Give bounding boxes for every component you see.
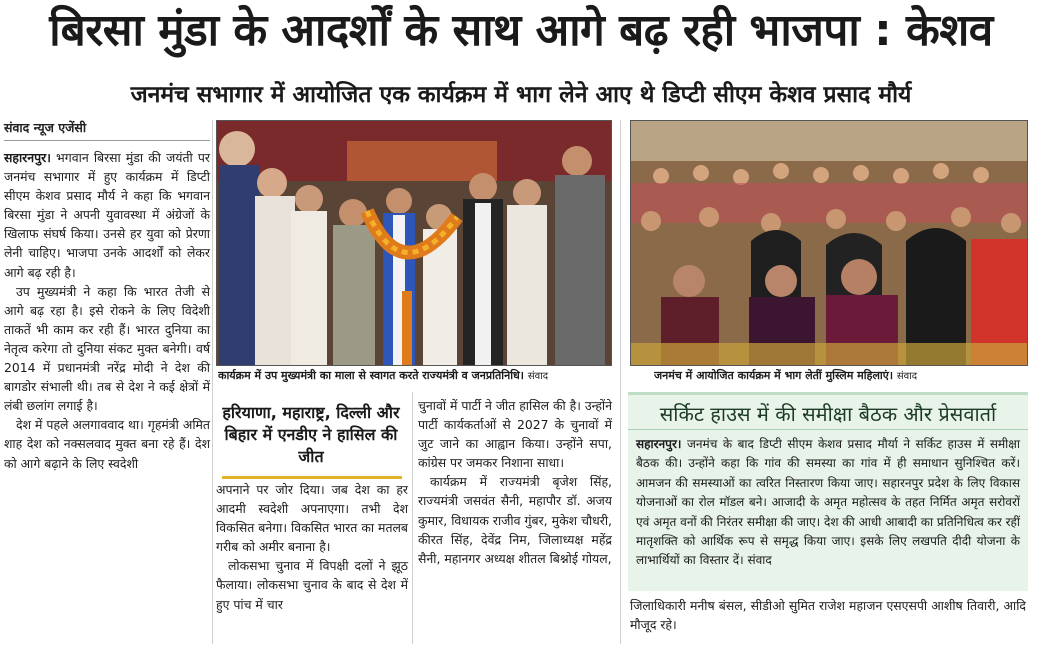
- photo-audience-caption: जनमंच में आयोजित कार्यक्रम में भाग लेतीं मुस्लिम महिलाएं। संवाद: [654, 369, 918, 382]
- paragraph: जिलाधिकारी मनीष बंसल, सीडीओ सुमित राजेश महाजन एसएसपी आशीष तिवारी, आदि मौजूद रहे।: [630, 598, 1026, 633]
- paragraph: उप मुख्यमंत्री ने कहा कि भारत तेजी से आगे बढ़ रहा है। इसे रोकने के लिए विदेशी ताकतें भी काम कर रही हैं। भारत दुनिया का नेतृत्व करेगा तो दुनिया संकट मुक्त बनेगी। वर्ष 2014 में प्रधानमंत्री नरेंद्र मोदी ने देश की बागडोर संभाली थी। तब से देश ने कई क्षेत्रों में लंबी छलांग लगाई है।: [4, 283, 210, 414]
- photo-garland-welcome-image: [217, 121, 611, 365]
- sidebox-body: सहारनपुर। जनमंच के बाद डिप्टी सीएम केशव प्रसाद मौर्या ने सर्किट हाउस में समीक्षा बैठक की। उन्होंने कहा कि गांव की समस्या का गांव में ही समाधान सुनिश्चित करें। आमजन की समस्याओं का त्वरित निस्तारण किया जाए। सहारनपुर प्रदेश के लिए विकास योजनाओं का रोल मॉडल बने। आजादी के अमृत महोत्सव के तहत निर्मित अमृत सरोवरों एवं अमृत वनों की निरंतर समीक्षा की जाए। देश की आधी आबादी का प्रतिनिधित्व कर रहीं मातृशक्ति को आर्थिक रूप से समृद्ध किया जाए। इसके लिए लखपति दीदी योजना के लाभार्थियों का विस्तार दें। संवाद: [636, 437, 1020, 568]
- headline: बिरसा मुंडा के आदर्शों के साथ आगे बढ़ रही भाजपा : केशव: [49, 5, 993, 56]
- article-column-1: [4, 148, 210, 644]
- column-divider: [212, 120, 213, 644]
- paragraph: अपनाने पर जोर दिया। जब देश का हर आदमी स्वदेशी अपनाएगा। तभी देश विकसित बनेगा। विकसित भारत का मतलब गरीब को अमीर बनाना है।: [216, 482, 408, 555]
- photo-credit: संवाद: [896, 371, 918, 382]
- photo-garland-caption: कार्यक्रम में उप मुख्यमंत्री का माला से स्वागत करते राज्यमंत्री व जनप्रतिनिधि। संवाद: [218, 369, 549, 382]
- photo-audience: [630, 120, 1028, 366]
- sidebox-credit: संवाद: [747, 553, 772, 568]
- article-column-3: [418, 396, 612, 644]
- column-divider: [620, 120, 621, 644]
- box-subheading: हरियाणा, महाराष्ट्र, दिल्ली और बिहार में एनडीए ने हासिल की जीत: [222, 403, 400, 466]
- column-divider: [412, 392, 413, 644]
- photo-credit: संवाद: [527, 371, 549, 382]
- photo-audience-image: [631, 121, 1027, 365]
- article-column-4: [630, 596, 1026, 644]
- paragraph: सहारनपुर। भगवान बिरसा मुंडा की जयंती पर जनमंच सभागार में हुए कार्यक्रम में डिप्टी सीएम केशव प्रसाद मौर्य ने कहा कि भगवान बिरसा मुंडा ने अपनी युवावस्था में अंग्रेजों के खिलाफ संघर्ष किया। उनसे हर युवा को प्रेरणा लेनी चाहिए। भाजपा उनके आदर्शों को लेकर आगे बढ़ रही है।: [4, 150, 210, 280]
- paragraph: लोकसभा चुनाव में विपक्षी दलों ने झूठ फैलाया। लोकसभा चुनाव के बाद से देश में हुए पांच में चार: [216, 558, 408, 612]
- paragraph: चुनावों में पार्टी ने जीत हासिल की है। उन्होंने पार्टी कार्यकर्ताओं से 2027 के चुनावों में जुट जाने का आह्वान किया। उन्होंने सपा, कांग्रेस पर जमकर निशाना साधा।: [418, 398, 612, 471]
- subheadline: जनमंच सभागार में आयोजित एक कार्यक्रम में भाग लेने आए थे डिप्टी सीएम केशव प्रसाद मौर्य: [130, 82, 912, 108]
- photo-garland-welcome: [216, 120, 612, 366]
- sidebox-title: सर्किट हाउस में की समीक्षा बैठक और प्रेसवार्ता: [628, 399, 1028, 430]
- dateline: सहारनपुर।: [4, 150, 51, 165]
- sidebox-dateline: सहारनपुर।: [636, 437, 682, 451]
- paragraph: देश में पहले अलगाववाद था। गृहमंत्री अमित शाह देश को नक्सलवाद मुक्त बना रहे हैं। देश को आगे बढ़ाने के लिए स्वदेशी: [4, 417, 210, 471]
- byline: संवाद न्यूज एजेंसी: [4, 118, 210, 141]
- article-column-2: [216, 480, 408, 644]
- paragraph: कार्यक्रम में राज्यमंत्री बृजेश सिंह, राज्यमंत्री जसवंत सैनी, महापौर डॉ. अजय कुमार, विधायक राजीव गुंबर, मुकेश चौधरी, कीरत सिंह, देवेंद्र निम, जिलाध्यक्ष महेंद्र सैनी, महानगर अध्यक्ष शीतल बिश्नोई गोयल,: [418, 474, 612, 566]
- box-subheading-rule: [222, 476, 402, 479]
- sidebox-circuit-house: [628, 392, 1028, 591]
